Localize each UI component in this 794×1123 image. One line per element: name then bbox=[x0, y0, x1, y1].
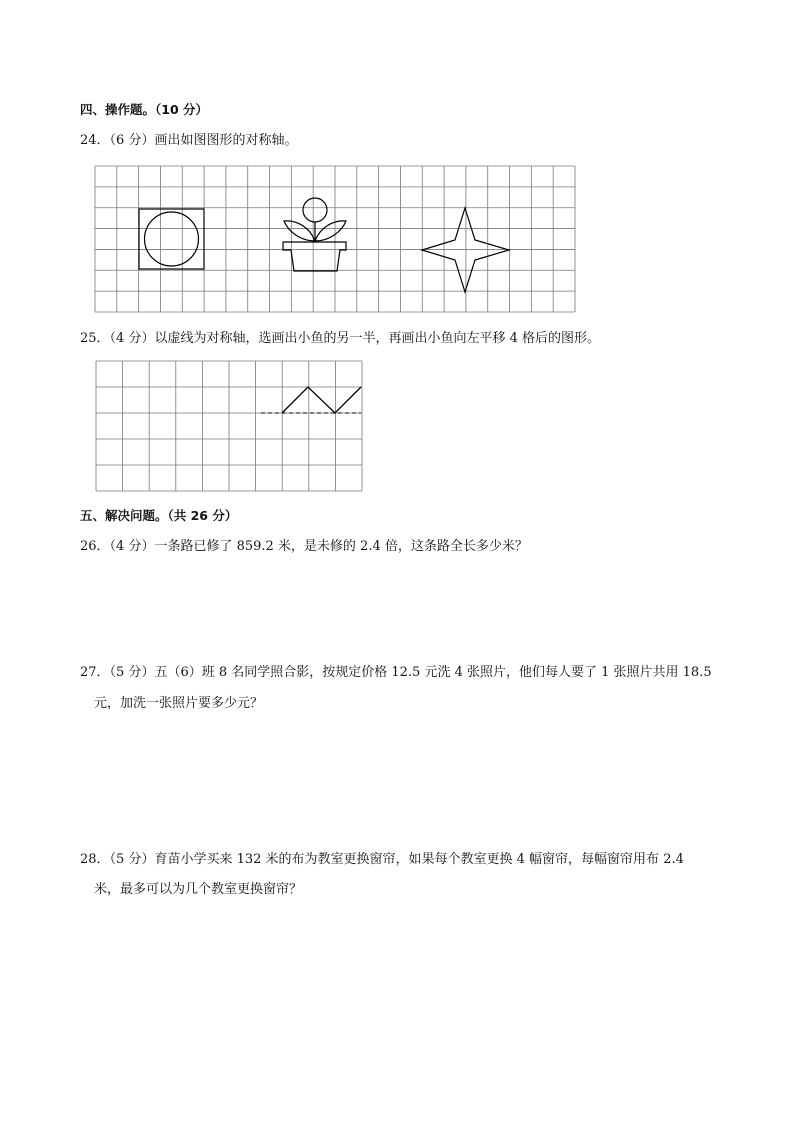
question-28-line-2: 米，最多可以为几个教室更换窗帘？ bbox=[94, 882, 303, 897]
grid-q24 bbox=[95, 166, 576, 313]
grid-q25 bbox=[96, 361, 363, 492]
fish-half-shape bbox=[282, 387, 361, 413]
question-24: 24．（6 分）画出如图图形的对称轴。 bbox=[80, 133, 298, 148]
flower-head-shape bbox=[303, 198, 327, 222]
question-28-line-1: 28．（5 分）育苗小学买来 132 米的布为教室更换窗帘，如果每个教室更换 4 幅窗帘，每幅窗帘用布 2.4 bbox=[80, 852, 684, 867]
question-27-line-1: 27．（5 分）五（6）班 8 名同学照合影，按规定价格 12.5 元洗 4 张照片，他们每人要了 1 张照片共用 18.5 bbox=[80, 665, 712, 680]
question-27-line-2: 元，加洗一张照片要多少元？ bbox=[94, 696, 264, 711]
flower-pot-shape bbox=[283, 242, 346, 271]
section-five-title: 五、解决问题。（共 26 分） bbox=[80, 508, 238, 523]
square-shape bbox=[139, 209, 204, 269]
question-26: 26．（4 分）一条路已修了 859.2 米，是未修的 2.4 倍，这条路全长多少米？ bbox=[80, 539, 528, 554]
circle-shape bbox=[145, 212, 199, 266]
section-four-title: 四、操作题。（10 分） bbox=[80, 102, 208, 117]
star-shape bbox=[422, 208, 509, 292]
question-25: 25．（4 分）以虚线为对称轴，选画出小鱼的另一半，再画出小鱼向左平移 4 格后的图形。 bbox=[80, 331, 600, 346]
